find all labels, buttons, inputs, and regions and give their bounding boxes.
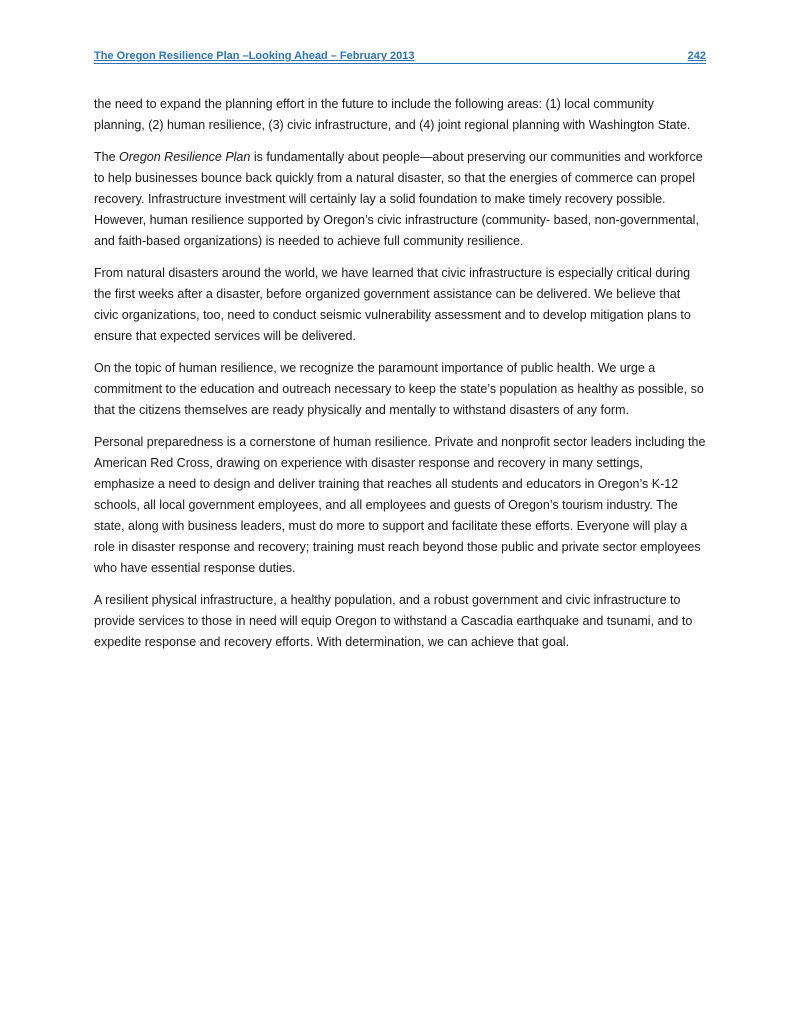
paragraph-2-prefix: The [94,150,120,164]
paragraph-2-rest: is fundamentally about people—about preserving our communities and workforce to help businesses bounce back quickly from a natural disaster, so that the energies of commerce can propel recovery. Infrastructure investment will certainly lay a solid foundation to make timely recovery possible. However, human resilience supported by Oregon’s civic infrastructure (community- based, non-governmental, and faith-based organizations) is needed to achieve full community resilience. [94,150,703,248]
document-body [94,94,706,664]
page-header [94,49,706,64]
paragraph-4: On the topic of human resilience, we recognize the paramount importance of public health. We urge a commitment to the education and outreach necessary to keep the state’s population as healthy as possible, so that the citizens themselves are ready physically and mentally to withstand disasters of any form. [94,361,704,417]
header-title: The Oregon Resilience Plan –Looking Ahead – February 2013 [94,50,415,62]
paragraph-3: From natural disasters around the world, we have learned that civic infrastructure is especially critical during the first weeks after a disaster, before organized government assistance can be delivered. We believe that civic organizations, too, need to conduct seismic vulnerability assessment and to develop mitigation plans to ensure that expected services will be delivered. [94,266,691,343]
plan-title-italic: Oregon Resilience Plan [119,150,251,164]
page-number: 242 [687,50,706,62]
paragraph-6: A resilient physical infrastructure, a healthy population, and a robust government and civic infrastructure to provide services to those in need will equip Oregon to withstand a Cascadia earthquake and tsunami, and to expedite response and recovery efforts. With determination, we can achieve that goal. [94,593,693,649]
paragraph-1: the need to expand the planning effort in the future to include the following areas: (1) local community planning, (2) human resilience, (3) civic infrastructure, and (4) joint regional planning with Washington State. [94,97,691,132]
paragraph-5: Personal preparedness is a cornerstone of human resilience. Private and nonprofit sector leaders including the American Red Cross, drawing on experience with disaster response and recovery in many settings, emphasize a need to design and deliver training that reaches all students and educators in Oregon’s K-12 schools, all local government employees, and all employees and guests of Oregon’s tourism industry. The state, along with business leaders, must do more to support and facilitate these efforts. Everyone will play a role in disaster response and recovery; training must reach beyond those public and private sector employees who have essential response duties. [94,435,706,575]
paragraph-2 [94,147,706,252]
